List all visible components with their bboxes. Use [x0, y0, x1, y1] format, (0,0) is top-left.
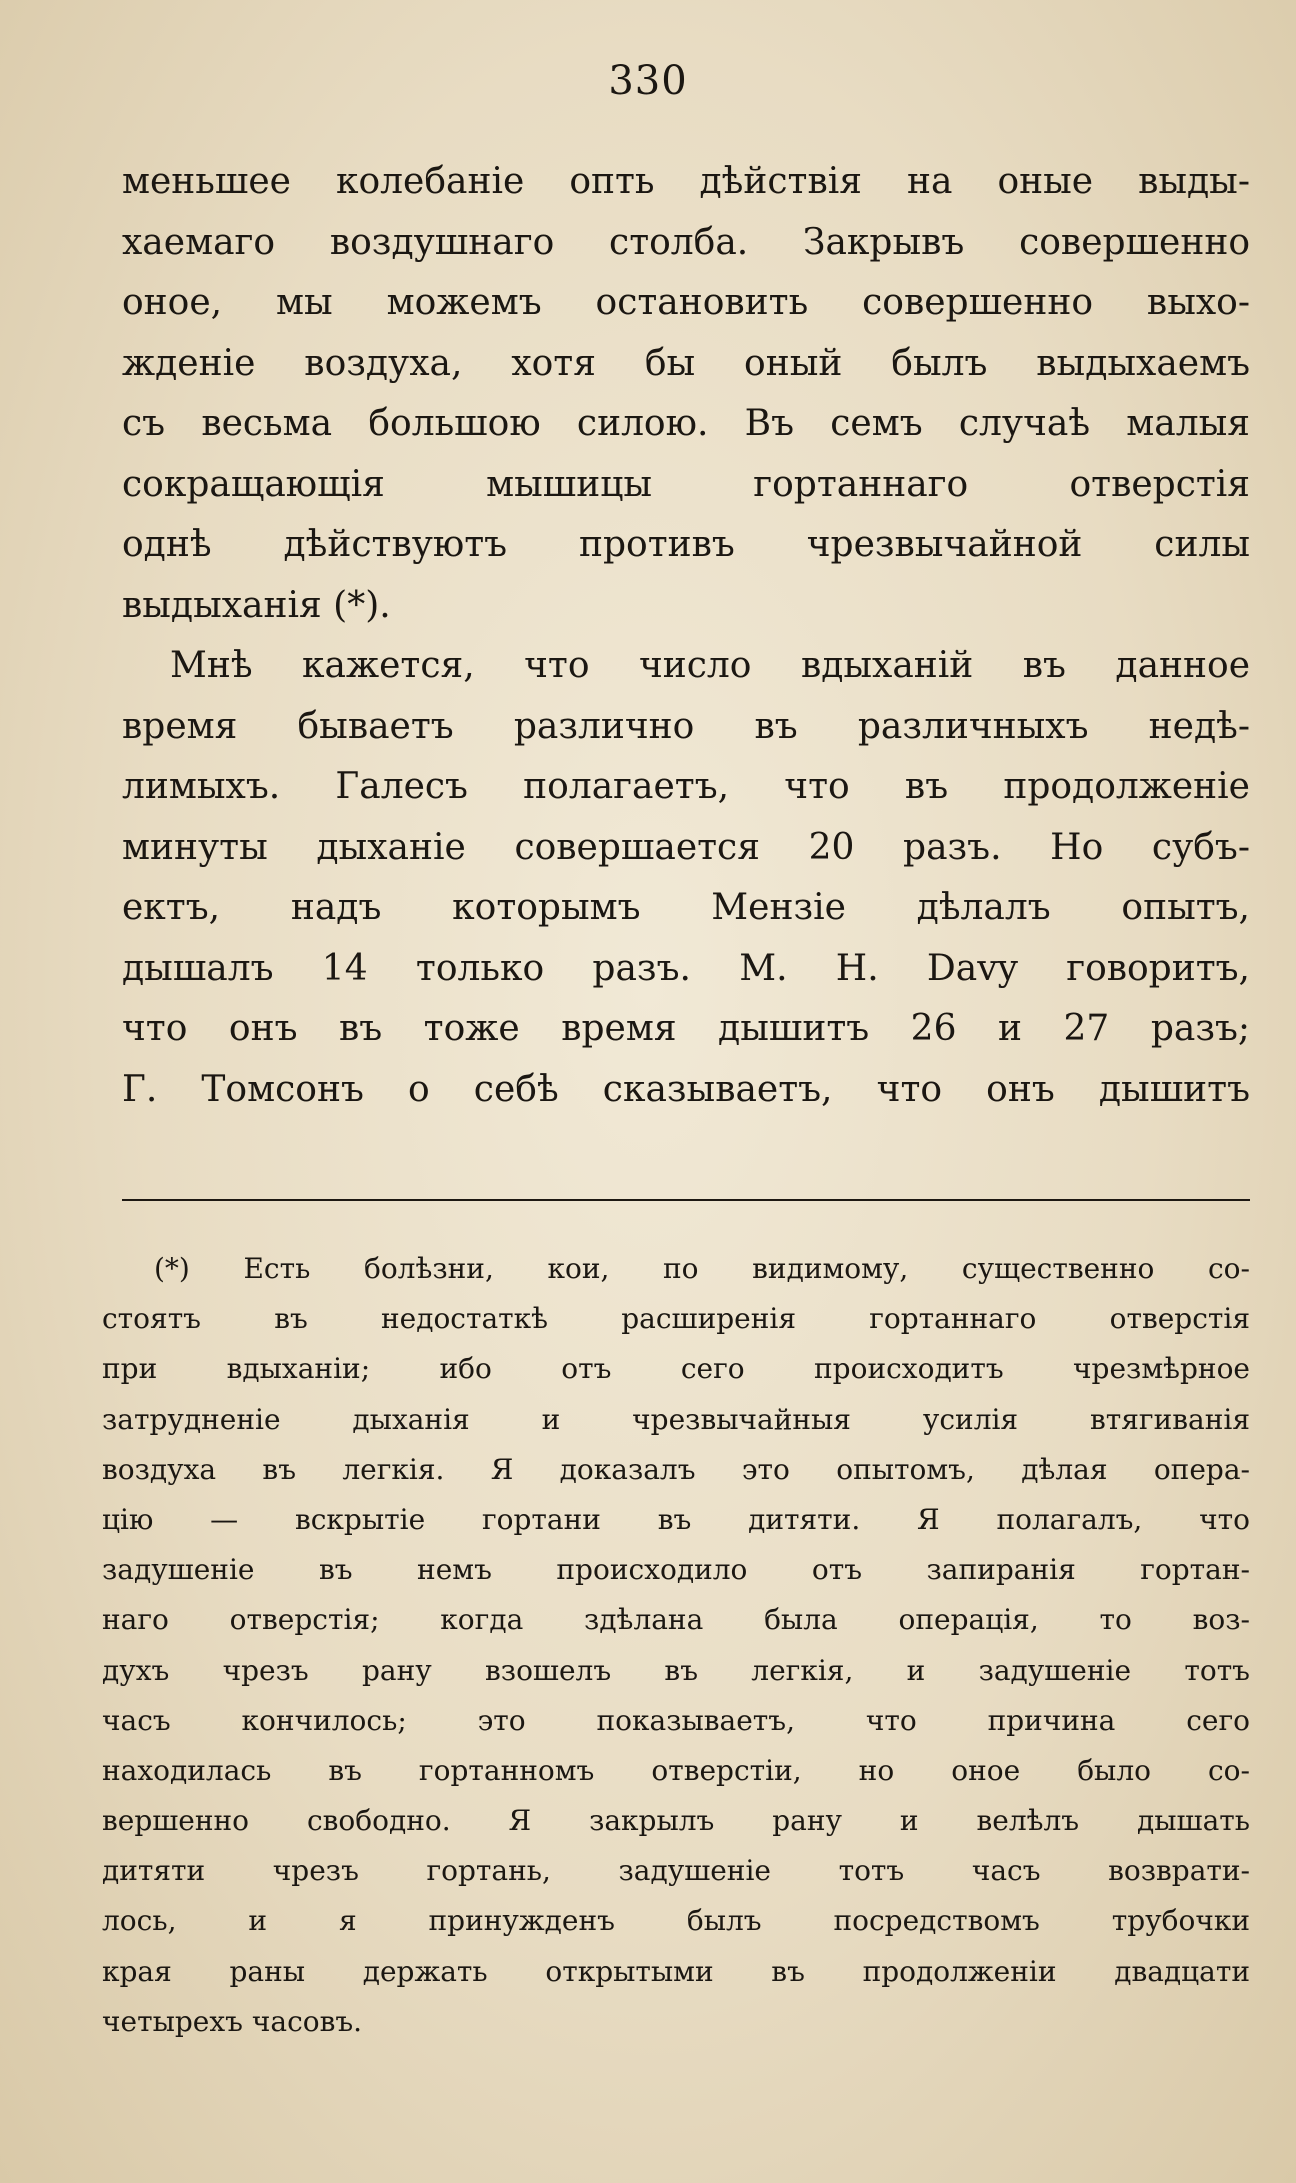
footnote-line: воздуха въ легкія. Я доказалъ это опытомъ, дѣлая опера- — [102, 1452, 1250, 1486]
main-text-line: однѣ дѣйствуютъ противъ чрезвычайной силы — [122, 524, 1250, 565]
main-text-line: что онъ въ тоже время дышитъ 26 и 27 разъ; — [122, 1008, 1250, 1049]
main-text-line: оное, мы можемъ остановить совершенно выхо- — [122, 282, 1250, 323]
main-text-line: минуты дыханіе совершается 20 разъ. Но субъ- — [122, 826, 1250, 868]
footnote-line: находилась въ гортанномъ отверстіи, но оное было со- — [102, 1753, 1250, 1787]
footnote-line: духъ чрезъ рану взошелъ въ легкія, и задушеніе тотъ — [102, 1653, 1250, 1687]
main-text-line: выдыханія (*). — [122, 584, 391, 626]
footnote-line: четырехъ часовъ. — [102, 2004, 363, 2038]
footnote-line: затрудненіе дыханія и чрезвычайныя усилія втягиванія — [102, 1402, 1250, 1436]
main-text-block — [122, 152, 1250, 1120]
main-text-line: хаемаго воздушнаго столба. Закрывъ совершенно — [122, 221, 1250, 263]
main-text-line: ектъ, надъ которымъ Мензіе дѣлалъ опытъ, — [122, 887, 1250, 928]
footnote-line: при вдыханіи; ибо отъ сего происходитъ чрезмѣрное — [102, 1352, 1250, 1386]
page-number: 330 — [608, 58, 688, 104]
main-text-line: Мнѣ кажется, что число вдыханій въ данное — [170, 645, 1250, 686]
main-text-line: меньшее колебаніе опть дѣйствія на оные выды- — [122, 161, 1250, 202]
main-text-line: жденіе воздуха, хотя бы оный былъ выдыхаемъ — [122, 342, 1250, 384]
footnote-line: наго отверстія; когда здѣлана была операція, то воз- — [102, 1603, 1250, 1637]
main-text-line: время бываетъ различно въ различныхъ недѣ- — [122, 705, 1250, 747]
footnote-line: лось, и я принужденъ былъ посредствомъ трубочки — [102, 1904, 1250, 1938]
footnote-line: задушеніе въ немъ происходило отъ запиранія гортан- — [102, 1553, 1250, 1587]
footnote-line: часъ кончилось; это показываетъ, что причина сего — [102, 1703, 1250, 1737]
footnote-line: цію — вскрытіе гортани въ дитяти. Я полагалъ, что — [102, 1502, 1250, 1536]
main-text-line: сокращающія мышицы гортаннаго отверстія — [122, 463, 1250, 505]
footnote-line: (*) Есть болѣзни, кои, по видимому, существенно со- — [154, 1252, 1250, 1285]
footnote-line: дитяти чрезъ гортань, задушеніе тотъ часъ возврати- — [102, 1854, 1250, 1888]
footnote-line: вершенно свободно. Я закрылъ рану и велѣлъ дышать — [102, 1804, 1250, 1838]
main-text-line: дышалъ 14 только разъ. М. Н. Davy говоритъ, — [122, 947, 1250, 989]
main-text-line: съ весьма большою силою. Въ семъ случаѣ малыя — [122, 403, 1250, 444]
footnote-line: стоятъ въ недостаткѣ расширенія гортаннаго отверстія — [102, 1302, 1250, 1336]
footnote-block — [102, 1244, 1250, 2047]
main-text-line: лимыхъ. Галесъ полагаетъ, что въ продолженіе — [122, 766, 1250, 807]
footnote-line: края раны держать открытыми въ продолженіи двадцати — [102, 1954, 1250, 1988]
footnote-separator-rule — [122, 1199, 1250, 1201]
main-text-line: Г. Томсонъ о себѣ сказываетъ, что онъ дышитъ — [122, 1068, 1250, 1110]
